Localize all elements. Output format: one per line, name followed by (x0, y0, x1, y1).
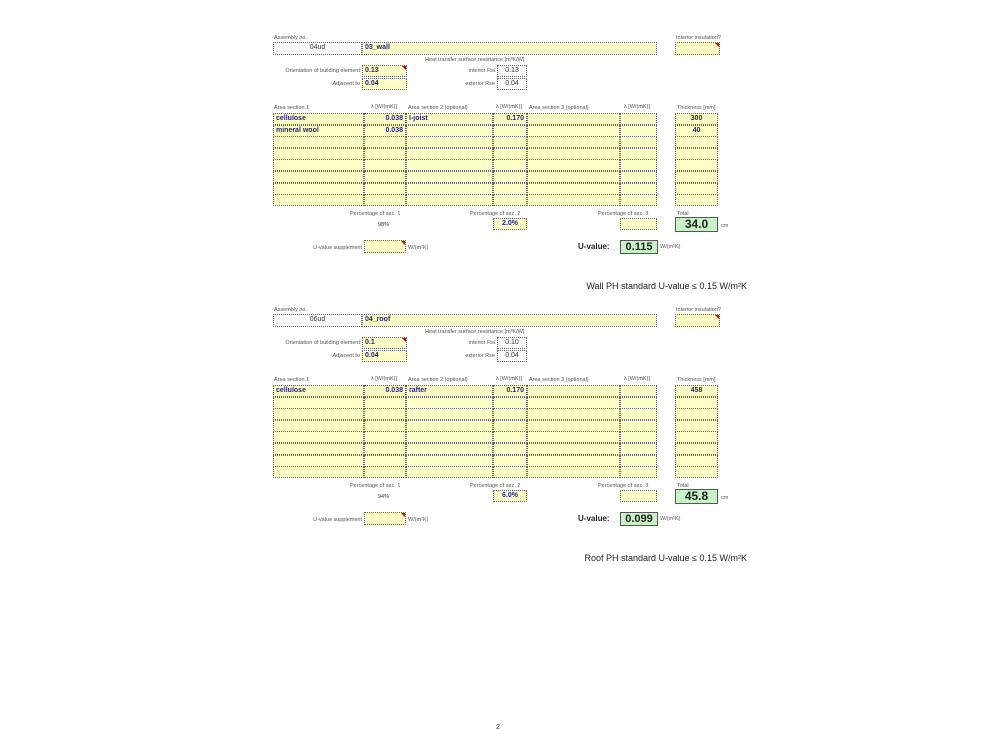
lambda-cell-3[interactable] (620, 136, 657, 148)
lambda-cell-1[interactable] (364, 420, 406, 432)
material-cell-1[interactable] (273, 183, 364, 195)
material-cell-3[interactable] (527, 136, 620, 148)
material-cell-3[interactable] (527, 385, 620, 397)
u-value-supplement-field[interactable] (364, 512, 406, 525)
lambda-cell-2[interactable] (493, 443, 527, 455)
lambda2-header: λ [W/(mK)] (496, 104, 522, 110)
material-cell-3[interactable] (527, 455, 620, 467)
lambda-cell-2[interactable] (493, 408, 527, 420)
cm-unit: cm (721, 495, 729, 501)
lambda-cell-1[interactable] (364, 136, 406, 148)
sec3-header: Area section 3 (optional) (529, 105, 589, 111)
material-cell-1[interactable] (273, 420, 364, 432)
pct1-value: 94% (378, 494, 390, 500)
lambda-cell-2[interactable] (493, 159, 527, 171)
lambda-cell-2[interactable] (493, 148, 527, 160)
exterior-rse-label: exterior Rse (465, 353, 495, 359)
lambda3-header: λ [W/(mK)] (624, 376, 650, 382)
material-cell-3[interactable] (527, 443, 620, 455)
material-cell-3[interactable] (527, 420, 620, 432)
lambda-cell-1[interactable]: 0.038 (364, 113, 406, 125)
u-value-supplement-field[interactable] (364, 240, 406, 253)
material-cell-1[interactable] (273, 171, 364, 183)
thickness-cell[interactable] (675, 408, 718, 420)
sec1-header: Area section 1 (274, 105, 310, 111)
orientation-label: Orientation of building element (285, 68, 360, 74)
thickness-header: Thickness [mm] (677, 377, 716, 383)
lambda1-header: λ [W/(mK)] (371, 104, 397, 110)
material-cell-2[interactable] (406, 408, 493, 420)
material-cell-1[interactable]: cellulose (273, 113, 364, 125)
u-value-supplement-label: U-value supplement (313, 245, 362, 251)
pct1-value: 98% (378, 222, 390, 228)
thickness-cell[interactable] (675, 420, 718, 432)
orientation-label: Orientation of building element (285, 340, 360, 346)
material-cell-3[interactable] (527, 148, 620, 160)
u-value-supplement-label: U-value supplement (313, 517, 362, 523)
lambda-cell-3[interactable] (620, 113, 657, 125)
material-cell-1[interactable] (273, 194, 364, 206)
material-cell-2[interactable] (406, 420, 493, 432)
lambda1-header: λ [W/(mK)] (371, 376, 397, 382)
thickness-cell[interactable] (675, 183, 718, 195)
thickness-cell[interactable] (675, 136, 718, 148)
thickness-cell[interactable]: 40 (675, 125, 718, 137)
ph-standard-note: Wall PH standard U-value ≤ 0.15 W/m²K (586, 281, 747, 291)
total-thickness-value: 34.0 (675, 217, 718, 232)
lambda-cell-1[interactable] (364, 408, 406, 420)
thickness-cell[interactable] (675, 171, 718, 183)
lambda-cell-1[interactable]: 0.038 (364, 385, 406, 397)
u-value-label: U-value: (578, 514, 610, 523)
sec1-header: Area section 1 (274, 377, 310, 383)
interior-rsi-value: 0.13 (497, 65, 527, 77)
supplement-unit: W/(m²K) (408, 245, 429, 251)
supplement-unit: W/(m²K) (408, 517, 429, 523)
interior-insulation-label: Interior insulation? (676, 307, 721, 313)
thickness-cell[interactable]: 458 (675, 385, 718, 397)
thickness-cell[interactable] (675, 443, 718, 455)
material-cell-1[interactable] (273, 443, 364, 455)
lambda-cell-2[interactable]: 0.170 (493, 113, 527, 125)
pct1-label: Percentage of sec. 1 (350, 483, 401, 489)
exterior-rse-value: 0.04 (497, 350, 527, 362)
ph-standard-note: Roof PH standard U-value ≤ 0.15 W/m²K (584, 553, 747, 563)
lambda-cell-3[interactable] (620, 408, 657, 420)
lambda-cell-3[interactable] (620, 183, 657, 195)
material-cell-1[interactable] (273, 159, 364, 171)
assembly-number-field[interactable]: 06ud (273, 314, 362, 327)
pct3-field (620, 490, 657, 502)
roof-assembly-block (0, 307, 1000, 577)
material-cell-1[interactable] (273, 431, 364, 443)
lambda-cell-2[interactable] (493, 125, 527, 137)
cm-unit: cm (721, 223, 729, 229)
material-cell-2[interactable] (406, 194, 493, 206)
lambda-cell-1[interactable] (364, 159, 406, 171)
thickness-cell[interactable] (675, 455, 718, 467)
lambda-cell-2[interactable] (493, 431, 527, 443)
adjacent-field[interactable]: 0.04 (362, 78, 407, 90)
thickness-cell[interactable] (675, 194, 718, 206)
material-cell-3[interactable] (527, 466, 620, 478)
lambda-cell-1[interactable] (364, 183, 406, 195)
thickness-cell[interactable] (675, 159, 718, 171)
thickness-header: Thickness [mm] (677, 105, 716, 111)
thickness-cell[interactable] (675, 148, 718, 160)
interior-rsi-label: interior Rsi (468, 340, 495, 346)
lambda-cell-1[interactable] (364, 397, 406, 409)
material-cell-2[interactable] (406, 431, 493, 443)
assembly-label: Assembly no. (274, 307, 308, 313)
lambda-cell-1[interactable] (364, 171, 406, 183)
total-thickness-value: 45.8 (675, 489, 718, 504)
orientation-field[interactable]: 0.13 (362, 65, 407, 77)
lambda-cell-3[interactable] (620, 466, 657, 478)
material-cell-3[interactable] (527, 113, 620, 125)
material-cell-2[interactable] (406, 125, 493, 137)
lambda-cell-2[interactable] (493, 183, 527, 195)
material-cell-3[interactable] (527, 397, 620, 409)
material-cell-2[interactable] (406, 455, 493, 467)
assembly-name-field[interactable]: 03_wall (362, 42, 657, 55)
heat-resistance-label: Heat transfer surface resistance [m²K/W] (425, 57, 525, 63)
material-cell-1[interactable] (273, 466, 364, 478)
interior-rsi-value: 0.10 (497, 337, 527, 349)
lambda-cell-2[interactable] (493, 466, 527, 478)
lambda-cell-1[interactable] (364, 194, 406, 206)
material-cell-3[interactable] (527, 194, 620, 206)
lambda-cell-1[interactable] (364, 431, 406, 443)
u-value-label: U-value: (578, 242, 610, 251)
pct2-field: 2.0% (493, 218, 527, 230)
material-cell-2[interactable] (406, 397, 493, 409)
lambda-cell-3[interactable] (620, 420, 657, 432)
adjacent-label: Adjacent to (332, 81, 360, 87)
lambda-cell-2[interactable] (493, 171, 527, 183)
sec2-header: Area section 2 (optional) (408, 105, 468, 111)
material-cell-1[interactable]: mineral wool (273, 125, 364, 137)
interior-insulation-field[interactable] (675, 314, 720, 327)
material-cell-2[interactable] (406, 136, 493, 148)
material-cell-3[interactable] (527, 431, 620, 443)
lambda-cell-1[interactable] (364, 466, 406, 478)
material-cell-3[interactable] (527, 125, 620, 137)
material-cell-2[interactable]: I-joist (406, 113, 493, 125)
assembly-number-field[interactable]: 04ud (273, 42, 362, 55)
sec3-header: Area section 3 (optional) (529, 377, 589, 383)
exterior-rse-label: exterior Rse (465, 81, 495, 87)
lambda-cell-3[interactable] (620, 171, 657, 183)
lambda-cell-1[interactable] (364, 148, 406, 160)
assembly-name-field[interactable]: 04_roof (362, 314, 657, 327)
thickness-cell[interactable] (675, 466, 718, 478)
material-cell-1[interactable] (273, 408, 364, 420)
lambda-cell-3[interactable] (620, 443, 657, 455)
material-cell-1[interactable] (273, 397, 364, 409)
lambda-cell-3[interactable] (620, 159, 657, 171)
material-cell-3[interactable] (527, 183, 620, 195)
pct2-label: Percentage of sec. 2 (470, 483, 521, 489)
total-label: Total (677, 211, 689, 217)
lambda-cell-3[interactable] (620, 125, 657, 137)
material-cell-2[interactable] (406, 443, 493, 455)
adjacent-label: Adjacent to (332, 353, 360, 359)
u-value-result: 0.099 (620, 512, 658, 526)
lambda-cell-2[interactable] (493, 397, 527, 409)
u-value-unit: W/(m²K) (660, 516, 681, 522)
material-cell-2[interactable] (406, 171, 493, 183)
lambda-cell-3[interactable] (620, 385, 657, 397)
lambda3-header: λ [W/(mK)] (624, 104, 650, 110)
material-cell-2[interactable]: rafter (406, 385, 493, 397)
assembly-label: Assembly no. (274, 35, 308, 41)
interior-rsi-label: interior Rsi (468, 68, 495, 74)
heat-resistance-label: Heat transfer surface resistance [m²K/W] (425, 329, 525, 335)
lambda-cell-2[interactable] (493, 420, 527, 432)
exterior-rse-value: 0.04 (497, 78, 527, 90)
pct3-label: Percentage of sec. 3 (598, 483, 649, 489)
material-cell-2[interactable] (406, 466, 493, 478)
pct2-field: 6.0% (493, 490, 527, 502)
thickness-cell[interactable]: 300 (675, 113, 718, 125)
u-value-unit: W/(m²K) (660, 244, 681, 250)
material-cell-1[interactable] (273, 148, 364, 160)
material-cell-1[interactable]: cellulose (273, 385, 364, 397)
total-label: Total (677, 483, 689, 489)
pct2-label: Percentage of sec. 2 (470, 211, 521, 217)
material-cell-3[interactable] (527, 408, 620, 420)
interior-insulation-field[interactable] (675, 42, 720, 55)
orientation-field[interactable]: 0.1 (362, 337, 407, 349)
material-cell-2[interactable] (406, 183, 493, 195)
interior-insulation-label: Interior insulation? (676, 35, 721, 41)
lambda-cell-3[interactable] (620, 397, 657, 409)
pct3-label: Percentage of sec. 3 (598, 211, 649, 217)
lambda-cell-2[interactable] (493, 455, 527, 467)
lambda-cell-3[interactable] (620, 194, 657, 206)
material-cell-3[interactable] (527, 171, 620, 183)
lambda-cell-1[interactable] (364, 443, 406, 455)
lambda-cell-3[interactable] (620, 431, 657, 443)
sec2-header: Area section 2 (optional) (408, 377, 468, 383)
lambda-cell-2[interactable]: 0.170 (493, 385, 527, 397)
material-cell-3[interactable] (527, 159, 620, 171)
lambda-cell-3[interactable] (620, 455, 657, 467)
lambda-cell-3[interactable] (620, 148, 657, 160)
thickness-cell[interactable] (675, 431, 718, 443)
lambda-cell-2[interactable] (493, 194, 527, 206)
material-cell-2[interactable] (406, 148, 493, 160)
adjacent-field[interactable]: 0.04 (362, 350, 407, 362)
lambda-cell-2[interactable] (493, 136, 527, 148)
lambda2-header: λ [W/(mK)] (496, 376, 522, 382)
u-value-result: 0.115 (620, 240, 658, 254)
page-number: 2 (496, 724, 500, 731)
material-cell-1[interactable] (273, 136, 364, 148)
pct1-label: Percentage of sec. 1 (350, 211, 401, 217)
thickness-cell[interactable] (675, 397, 718, 409)
material-cell-2[interactable] (406, 159, 493, 171)
lambda-cell-1[interactable] (364, 455, 406, 467)
lambda-cell-1[interactable]: 0.038 (364, 125, 406, 137)
pct3-field (620, 218, 657, 230)
wall-assembly-block (0, 35, 1000, 305)
material-cell-1[interactable] (273, 455, 364, 467)
